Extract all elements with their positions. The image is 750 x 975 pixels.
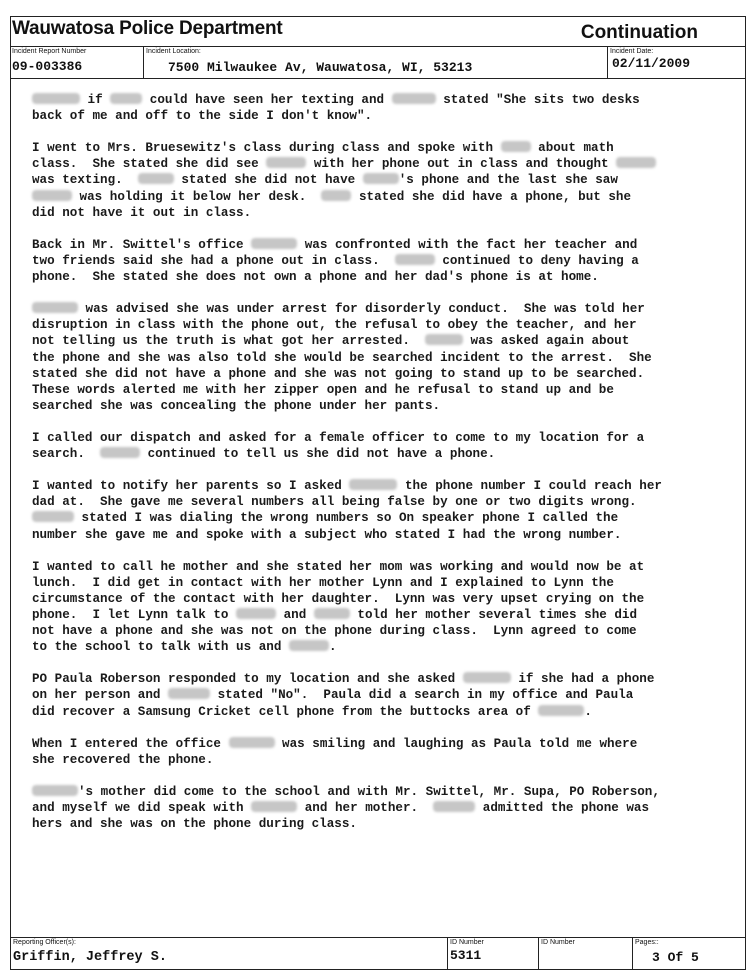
- narrative-line: [32, 623, 732, 639]
- narrative-text: PO Paula Roberson responded to my location and she asked: [32, 672, 463, 687]
- narrative-text: search.: [32, 447, 101, 462]
- redaction-block: [32, 93, 80, 104]
- department-title: Wauwatosa Police Department: [12, 18, 283, 39]
- narrative-line: [32, 510, 732, 526]
- narrative-line: [32, 301, 732, 317]
- redaction-block: [32, 511, 74, 522]
- narrative-line: [32, 124, 732, 140]
- narrative-line: [32, 494, 732, 510]
- narrative-line: [32, 784, 732, 800]
- redaction-block: [251, 801, 297, 812]
- narrative-line: [32, 559, 732, 575]
- incident-location-label: Incident Location:: [146, 48, 201, 55]
- redaction-block: [538, 705, 584, 716]
- redaction-block: [463, 672, 511, 683]
- redaction-block: [110, 93, 142, 104]
- narrative-text: These words alerted me with her zipper open and he refusal to stand up and be: [32, 382, 614, 397]
- narrative-text: the phone number I could reach her: [397, 479, 662, 494]
- redaction-block: [314, 608, 350, 619]
- narrative-line: [32, 269, 732, 285]
- redaction-block: [32, 302, 78, 313]
- narrative-text: dad at. She gave me several numbers all being false by one or two digits wrong.: [32, 495, 637, 510]
- narrative-text: was asked again about: [463, 334, 630, 349]
- incident-location: 7500 Milwaukee Av, Wauwatosa, WI, 53213: [168, 60, 473, 75]
- narrative-text: two friends said she had a phone out in class.: [32, 253, 395, 268]
- redaction-block: [425, 334, 463, 345]
- narrative-text: disruption in class with the phone out, the refusal to obey the teacher, and her: [32, 318, 637, 333]
- id-number-label-1: ID Number: [450, 939, 484, 946]
- narrative-text: I called our dispatch and asked for a female officer to come to my location for a: [32, 430, 645, 445]
- reporting-officer: Griffin, Jeffrey S.: [13, 950, 167, 965]
- narrative-text: if: [80, 93, 111, 107]
- narrative-text: to the school to talk with us and: [32, 640, 289, 655]
- narrative-line: [32, 768, 732, 784]
- narrative-line: [32, 92, 732, 108]
- redaction-block: [289, 640, 329, 651]
- narrative-line: [32, 366, 732, 382]
- narrative-line: [32, 189, 732, 205]
- narrative-text: back of me and off to the side I don't know".: [32, 109, 373, 124]
- header-rule-bottom: [10, 78, 746, 79]
- narrative-line: [32, 108, 732, 124]
- narrative-line: [32, 237, 732, 253]
- narrative-line: [32, 172, 732, 188]
- narrative-text: continued to tell us she did not have a phone.: [140, 447, 496, 462]
- redaction-block: [229, 737, 275, 748]
- narrative-text: and: [276, 608, 314, 622]
- narrative-text: not telling us the truth is what got her arrested.: [32, 334, 425, 349]
- narrative-text: class. She stated she did see: [32, 157, 267, 172]
- narrative-line: [32, 414, 732, 430]
- redaction-block: [100, 447, 140, 458]
- narrative-line: [32, 446, 732, 462]
- narrative-line: [32, 752, 732, 768]
- narrative-text: I went to Mrs. Bruesewitz's class during class and spoke with: [32, 141, 501, 156]
- form-type-title: Continuation: [580, 22, 698, 43]
- redaction-block: [363, 173, 399, 184]
- narrative-text: I wanted to call he mother and she stated her mom was working and would now be at: [32, 559, 645, 574]
- header-divider-1: [143, 46, 144, 78]
- narrative-text: was smiling and laughing as Paula told me where: [274, 736, 638, 751]
- narrative-text: the phone and she was also told she would be searched incident to the arrest. She: [32, 350, 652, 365]
- header-divider-2: [607, 46, 608, 78]
- narrative-line: [32, 800, 732, 816]
- narrative-line: [32, 221, 732, 237]
- narrative-text: searched she was concealing the phone under her pants.: [32, 398, 441, 413]
- footer-divider-3: [632, 937, 633, 970]
- narrative-text: continued to deny having a: [434, 253, 639, 268]
- narrative-text: .: [584, 704, 592, 719]
- narrative-line: [32, 704, 732, 720]
- narrative-text: and her mother.: [297, 801, 434, 816]
- narrative-text: was texting.: [32, 173, 138, 188]
- narrative-text: was advised she was under arrest for disorderly conduct. She was told her: [78, 302, 645, 317]
- narrative-line: [32, 720, 732, 736]
- id-number-label-2: ID Number: [541, 939, 575, 946]
- narrative-line: [32, 398, 732, 414]
- narrative-line: [32, 382, 732, 398]
- redaction-block: [138, 173, 174, 184]
- narrative-text: number she gave me and spoke with a subject who stated I had the wrong number.: [32, 527, 622, 542]
- narrative-text: phone. I let Lynn talk to: [32, 608, 237, 622]
- narrative-text: was confronted with the fact her teacher and: [297, 237, 638, 252]
- narrative-text: if she had a phone: [510, 672, 655, 687]
- redaction-block: [616, 157, 656, 168]
- narrative-line: [32, 655, 732, 671]
- narrative-text: lunch. I did get in contact with her mother Lynn and I explained to Lynn the: [32, 575, 614, 590]
- pages-value: 3 Of 5: [652, 950, 699, 965]
- narrative-line: [32, 317, 732, 333]
- narrative-text: did not have it out in class.: [32, 205, 252, 220]
- narrative-text: about math: [530, 141, 614, 156]
- narrative-text: Back in Mr. Swittel's office: [32, 237, 252, 252]
- narrative-text: did recover a Samsung Cricket cell phone from the buttocks area of: [32, 704, 539, 719]
- redaction-block: [501, 141, 531, 152]
- narrative-line: [32, 607, 732, 623]
- narrative-text: When I entered the office: [32, 736, 229, 751]
- narrative-text: told her mother several times she did: [349, 608, 638, 622]
- reporting-officer-label: Reporting Officer(s):: [13, 939, 76, 946]
- narrative-line: [32, 591, 732, 607]
- narrative-line: [32, 543, 732, 559]
- narrative-text: could have seen her texting and: [142, 93, 392, 107]
- incident-report-number-label: Incident Report Number: [12, 48, 87, 55]
- redaction-block: [32, 190, 72, 201]
- narrative-line: [32, 736, 732, 752]
- narrative-text: not have a phone and she was not on the phone during class. Lynn agreed to come: [32, 624, 637, 639]
- footer-rule: [10, 937, 746, 938]
- narrative-text: stated "No". Paula did a search in my office and Paula: [210, 688, 634, 703]
- narrative-line: [32, 639, 732, 655]
- narrative-text: with her phone out in class and thought: [306, 157, 617, 172]
- narrative-text: 's phone and the last she saw: [398, 173, 618, 188]
- narrative-text: she recovered the phone.: [32, 752, 214, 767]
- narrative-text: stated she did not have: [173, 173, 363, 188]
- footer-divider-1: [447, 937, 448, 970]
- narrative-line: [32, 687, 732, 703]
- footer-divider-2: [538, 937, 539, 970]
- redaction-block: [251, 238, 297, 249]
- narrative-text: stated she did have a phone, but she: [351, 189, 632, 204]
- narrative-text: stated "She sits two desks: [435, 93, 640, 107]
- narrative-text: stated I was dialing the wrong numbers so On speaker phone I called the: [74, 511, 619, 526]
- redaction-block: [392, 93, 436, 104]
- redaction-block: [266, 157, 306, 168]
- narrative-text: 's mother did come to the school and with Mr. Swittel, Mr. Supa, PO Roberson,: [78, 785, 660, 800]
- redaction-block: [395, 254, 435, 265]
- narrative-text: phone. She stated she does not own a phone and her dad's phone is at home.: [32, 270, 599, 285]
- redaction-block: [236, 608, 276, 619]
- narrative-body: [32, 92, 732, 832]
- narrative-text: circumstance of the contact with her daughter. Lynn was very upset crying on the: [32, 591, 645, 606]
- narrative-text: stated she did not have a phone and she was not going to stand up to be searched.: [32, 366, 645, 381]
- narrative-line: [32, 575, 732, 591]
- narrative-line: [32, 671, 732, 687]
- narrative-line: [32, 205, 732, 221]
- narrative-text: hers and she was on the phone during class.: [32, 817, 357, 832]
- narrative-line: [32, 527, 732, 543]
- narrative-line: [32, 333, 732, 349]
- redaction-block: [349, 479, 397, 490]
- narrative-text: admitted the phone was: [475, 801, 650, 816]
- narrative-text: on her person and: [32, 688, 169, 703]
- narrative-line: [32, 285, 732, 301]
- incident-date-label: Incident Date:: [610, 48, 654, 55]
- narrative-text: was holding it below her desk.: [72, 189, 322, 204]
- narrative-line: [32, 350, 732, 366]
- redaction-block: [433, 801, 475, 812]
- id-number-1: 5311: [450, 948, 482, 963]
- narrative-line: [32, 253, 732, 269]
- incident-report-number: 09-003386: [12, 59, 83, 74]
- narrative-text: .: [328, 640, 337, 655]
- incident-date: 02/11/2009: [612, 56, 691, 71]
- narrative-line: [32, 478, 732, 494]
- narrative-line: [32, 430, 732, 446]
- narrative-text: and myself we did speak with: [32, 801, 252, 816]
- narrative-line: [32, 816, 732, 832]
- redaction-block: [32, 785, 78, 796]
- narrative-line: [32, 462, 732, 478]
- header-rule-top: [10, 46, 746, 47]
- pages-label: Pages::: [635, 939, 659, 946]
- narrative-line: [32, 140, 732, 156]
- narrative-line: [32, 156, 732, 172]
- narrative-text: I wanted to notify her parents so I asked: [32, 479, 350, 494]
- redaction-block: [168, 688, 210, 699]
- redaction-block: [321, 190, 351, 201]
